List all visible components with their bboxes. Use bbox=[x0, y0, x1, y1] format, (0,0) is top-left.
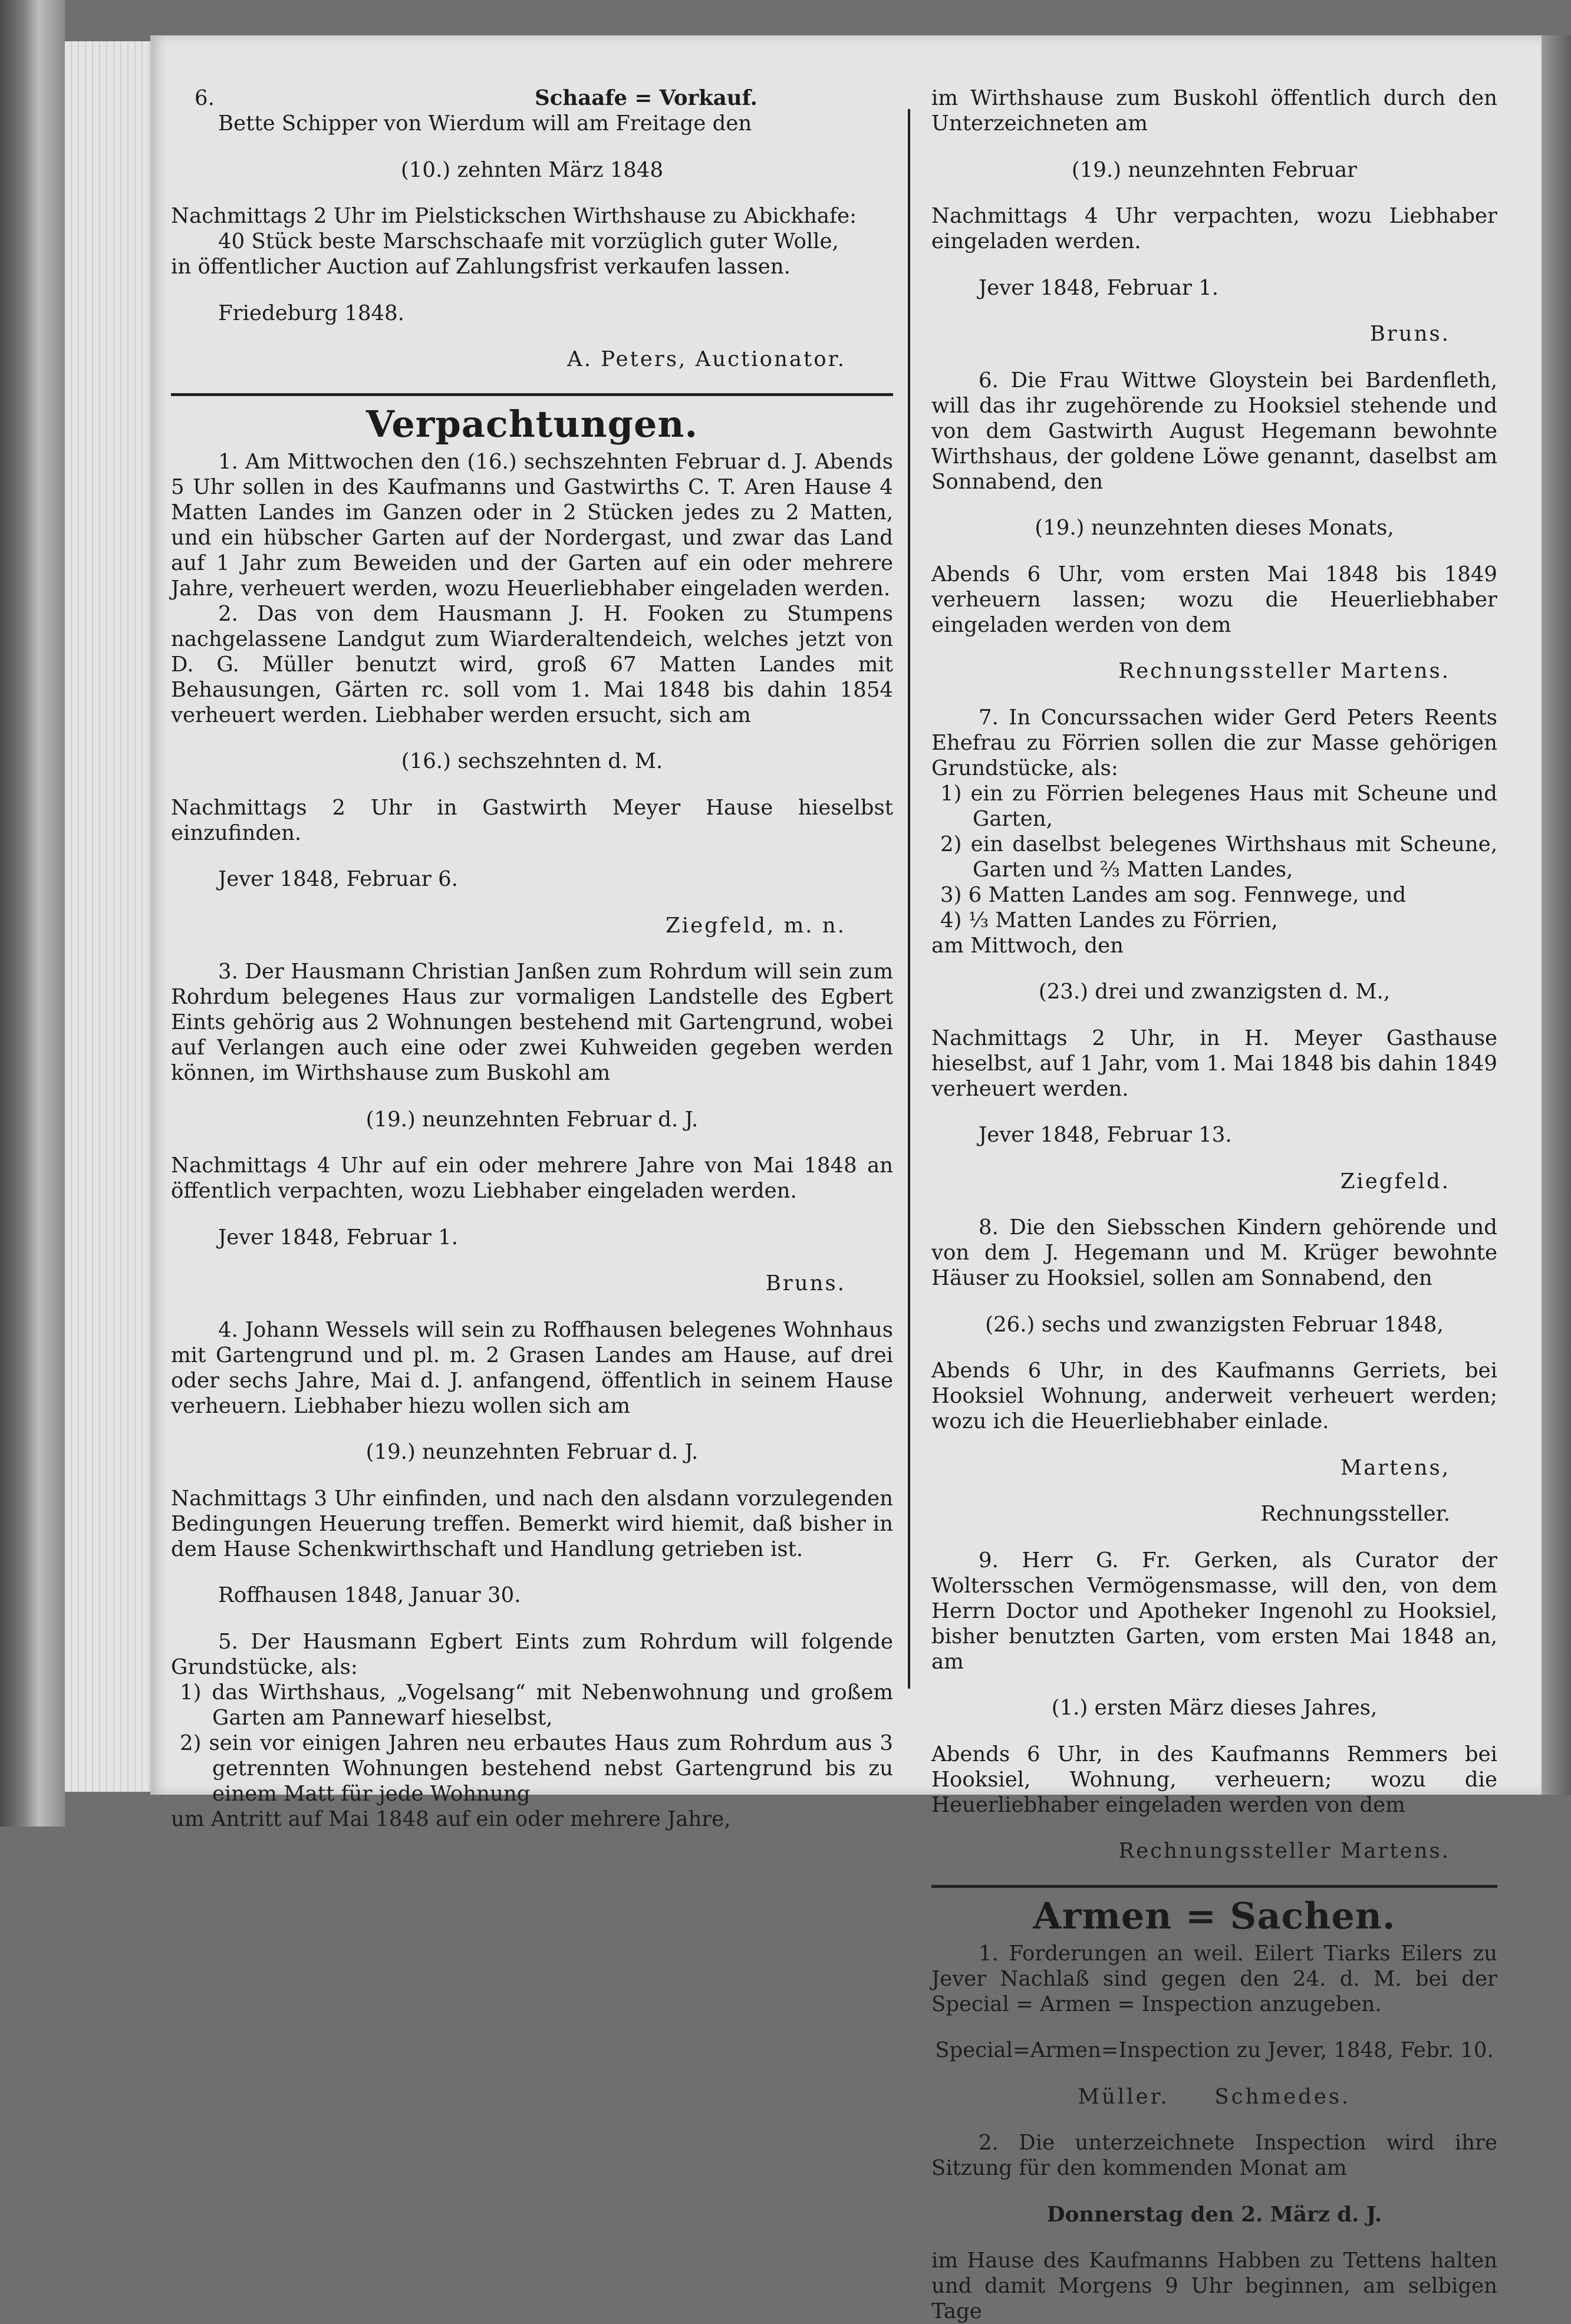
notice-4-place: Roffhausen 1848, Januar 30. bbox=[218, 1583, 521, 1607]
section-rule-2 bbox=[931, 1885, 1497, 1888]
sale-text-2: Nachmittags 2 Uhr im Pielstickschen Wirthshause zu Abickhafe: bbox=[171, 204, 857, 228]
sale-signature: A. Peters, Auctionator. bbox=[567, 347, 846, 371]
sale-date: (10.) zehnten März 1848 bbox=[400, 157, 664, 182]
armen-notice-2-date: Donnerstag den 2. März d. J. bbox=[1046, 2202, 1382, 2227]
notice-3-text: Nachmittags 4 Uhr auf ein oder mehrere Jahre von Mai 1848 an öffentlich verpachten, wozu Liebhaber eingeladen werden. bbox=[171, 1153, 893, 1203]
sale-text-3: in öffentlicher Auction auf Zahlungsfrist verkaufen lassen. bbox=[171, 255, 791, 279]
notice-1: 1. Am Mittwochen den (16.) sechszehnten Februar d. J. Abends 5 Uhr sollen in des Kaufmanns und Gastwirths C. T. Aren Hause 4 Matten Landes im Ganzen oder in 2 Stücken jedes zu 2 Matten, und ein hübscher Garten auf der Nordergast, und zwar das Land auf 1 Jahr zum Beweiden und der Garten auf ein oder mehrere Jahre, verheuert werden, wozu Heuerliebhaber eingeladen werden. bbox=[171, 449, 893, 601]
notice-5-signature: Bruns. bbox=[1369, 322, 1450, 346]
section-rule bbox=[171, 393, 893, 396]
notice-8-text: Abends 6 Uhr, in des Kaufmanns Gerriets, bei Hooksiel Wohnung, anderweit verheuert werden; wozu ich die Heuerliebhaber einlade. bbox=[931, 1359, 1497, 1433]
notice-5-continued: im Wirthshause zum Buskohl öffentlich durch den Unterzeichneten am bbox=[931, 86, 1497, 136]
armen-notice-2: 2. Die unterzeichnete Inspection wird ihre Sitzung für den kommenden Monat am bbox=[931, 2131, 1497, 2180]
sale-heading bbox=[171, 85, 893, 111]
notice-7-item-4: 4) ⅓ Matten Landes zu Förrien, bbox=[940, 908, 1278, 932]
notice-5: 5. Der Hausmann Egbert Eints zum Rohrdum will folgende Grundstücke, als: bbox=[171, 1629, 893, 1679]
notice-8-date: (26.) sechs und zwanzigsten Februar 1848, bbox=[985, 1312, 1444, 1337]
notice-7-signature: Ziegfeld. bbox=[1340, 1169, 1450, 1194]
notice-6-text: Abends 6 Uhr, vom ersten Mai 1848 bis 1849 verheuern lassen; wozu die Heuerliebhaber eingeladen werden von dem bbox=[931, 562, 1497, 637]
notice-9-text: Abends 6 Uhr, in des Kaufmanns Remmers bei Hooksiel, Wohnung, verheuern; wozu die Heuerliebhaber eingeladen werden von dem bbox=[931, 1742, 1497, 1817]
notice-5-item-1: 1) das Wirthshaus, „Vogelsang“ mit Nebenwohnung und großem Garten am Pannewarf hieselbst, bbox=[180, 1680, 893, 1730]
notice-9-signature: Rechnungssteller Martens. bbox=[1118, 1839, 1450, 1863]
notice-7-date: (23.) drei und zwanzigsten d. M., bbox=[1038, 980, 1391, 1004]
notice-8-signature-title: Rechnungssteller. bbox=[1260, 1502, 1450, 1526]
notice-7-text-b: Nachmittags 2 Uhr, in H. Meyer Gasthause hieselbst, auf 1 Jahr, vom 1. Mai 1848 bis dahin 1849 verheuert werden. bbox=[931, 1026, 1497, 1101]
notice-8-signature: Martens, bbox=[1340, 1455, 1450, 1480]
armen-notice-1-signature: Müller. Schmedes. bbox=[1078, 2084, 1351, 2109]
notice-6-signature: Rechnungssteller Martens. bbox=[1118, 659, 1450, 683]
notice-3-place: Jever 1848, Februar 1. bbox=[218, 1225, 459, 1250]
notice-2-date: (16.) sechszehnten d. M. bbox=[401, 749, 663, 773]
notice-7-item-2: 2) ein daselbst belegenes Wirthshaus mit Scheune, Garten und ⅔ Matten Landes, bbox=[940, 832, 1497, 882]
notice-2: 2. Das von dem Hausmann J. H. Fooken zu Stumpens nachgelassene Landgut zum Wiarderaltendeich, welches jetzt von D. G. Müller benutzt wird, groß 67 Matten Landes mit Behausungen, Gärten rc. soll vom 1. Mai 1848 bis dahin 1854 verheuert werden. Liebhaber werden ersucht, sich am bbox=[171, 601, 893, 727]
page-stack bbox=[65, 41, 153, 1792]
notice-6-date: (19.) neunzehnten dieses Monats, bbox=[1035, 516, 1394, 540]
armen-notice-1-place: Special=Armen=Inspection zu Jever, 1848, Febr. 10. bbox=[935, 2038, 1494, 2062]
notice-3-date: (19.) neunzehnten Februar d. J. bbox=[365, 1107, 699, 1132]
armen-notice-2-text: im Hause des Kaufmanns Habben zu Tettens halten und damit Morgens 9 Uhr beginnen, am selbigen Tage bbox=[931, 2249, 1497, 2323]
column-divider bbox=[908, 109, 910, 1689]
notice-2-text: Nachmittags 2 Uhr in Gastwirth Meyer Hause hieselbst einzufinden. bbox=[171, 795, 893, 845]
notice-6: 6. Die Frau Wittwe Gloystein bei Bardenfleth, will das ihr zugehörende zu Hooksiel stehende und von dem Gastwirth August Hegemann bewohnte Wirthshaus, der goldene Löwe genannt, daselbst am Sonnabend, den bbox=[931, 368, 1497, 494]
sale-item: 40 Stück beste Marschschaafe mit vorzüglich guter Wolle, bbox=[218, 229, 839, 253]
notice-7: 7. In Concurssachen wider Gerd Peters Reents Ehefrau zu Förrien sollen die zur Masse gehörigen Grundstücke, als: bbox=[931, 705, 1497, 780]
notice-4: 4. Johann Wessels will sein zu Roffhausen belegenes Wohnhaus mit Gartengrund und pl. m. 2 Grasen Landes am Hause, auf drei oder sechs Jahre, Mai d. J. anfangend, öffentlich in seinem Hause verheuern. Liebhaber hiezu wollen sich am bbox=[171, 1317, 893, 1418]
notice-5-place: Jever 1848, Februar 1. bbox=[979, 275, 1219, 300]
notice-7-item-1: 1) ein zu Förrien belegenes Haus mit Scheune und Garten, bbox=[940, 781, 1497, 831]
notice-5-date: (19.) neunzehnten Februar bbox=[1071, 157, 1358, 182]
notice-7-place: Jever 1848, Februar 13. bbox=[979, 1123, 1232, 1147]
section-title-verpachtungen: Verpachtungen. bbox=[365, 402, 699, 446]
left-column bbox=[171, 85, 893, 1832]
sale-text-1: Bette Schipper von Wierdum will am Freitage den bbox=[218, 111, 752, 136]
sale-heading-title: Schaafe = Vorkauf. bbox=[535, 86, 757, 110]
notice-9-date: (1.) ersten März dieses Jahres, bbox=[1051, 1696, 1378, 1720]
section-title-armen-sachen: Armen = Sachen. bbox=[1033, 1894, 1396, 1937]
book-spine-edge bbox=[0, 0, 65, 1827]
notice-4-text: Nachmittags 3 Uhr einfinden, und nach den alsdann vorzulegenden Bedingungen Heuerung treffen. Bemerkt wird hiemit, daß bisher in dem Hause Schenkwirthschaft und Handlung getrieben ist. bbox=[171, 1486, 893, 1561]
notice-3-signature: Bruns. bbox=[765, 1271, 846, 1295]
sale-heading-number: 6. bbox=[195, 86, 215, 110]
notice-7-item-3: 3) 6 Matten Landes am sog. Fennwege, und bbox=[940, 882, 1407, 907]
notice-5-text: um Antritt auf Mai 1848 auf ein oder mehrere Jahre, bbox=[171, 1807, 731, 1831]
notice-7-text: am Mittwoch, den bbox=[931, 933, 1124, 958]
notice-4-date: (19.) neunzehnten Februar d. J. bbox=[365, 1440, 699, 1464]
notice-5-item-2: 2) sein vor einigen Jahren neu erbautes Haus zum Rohrdum aus 3 getrennten Wohnungen bestehend nebst Gartengrund bis zu einem Matt für jede Wohnung bbox=[180, 1730, 893, 1806]
notice-8: 8. Die den Siebsschen Kindern gehörende und von dem J. Hegemann und M. Krüger bewohnte Häuser zu Hooksiel, sollen am Sonnabend, den bbox=[931, 1215, 1497, 1290]
notice-2-signature: Ziegfeld, m. n. bbox=[666, 913, 846, 938]
sale-place: Friedeburg 1848. bbox=[218, 301, 404, 325]
notice-3: 3. Der Hausmann Christian Janßen zum Rohrdum will sein zum Rohrdum belegenes Haus zur vormaligen Landstelle des Egbert Eints gehörig aus 2 Wohnungen bestehend mit Gartengrund, wobei auf Verlangen auch eine oder zwei Kuhweiden gegeben werden können, im Wirthshause zum Buskohl am bbox=[171, 960, 893, 1085]
notice-9: 9. Herr G. Fr. Gerken, als Curator der Woltersschen Vermögensmasse, will den, von dem Herrn Doctor und Apotheker Ingenohl zu Hooksiel, bisher benutzten Garten, vom ersten Mai 1848 an, am bbox=[931, 1548, 1497, 1674]
notice-5-text-b: Nachmittags 4 Uhr verpachten, wozu Liebhaber eingeladen werden. bbox=[931, 204, 1497, 253]
notice-2-place: Jever 1848, Februar 6. bbox=[218, 867, 459, 891]
armen-notice-1: 1. Forderungen an weil. Eilert Tiarks Eilers zu Jever Nachlaß sind gegen den 24. d. M. bei der Special = Armen = Inspection anzugeben. bbox=[931, 1941, 1497, 2016]
right-column bbox=[931, 85, 1497, 2324]
page-right-edge bbox=[1542, 35, 1571, 1795]
